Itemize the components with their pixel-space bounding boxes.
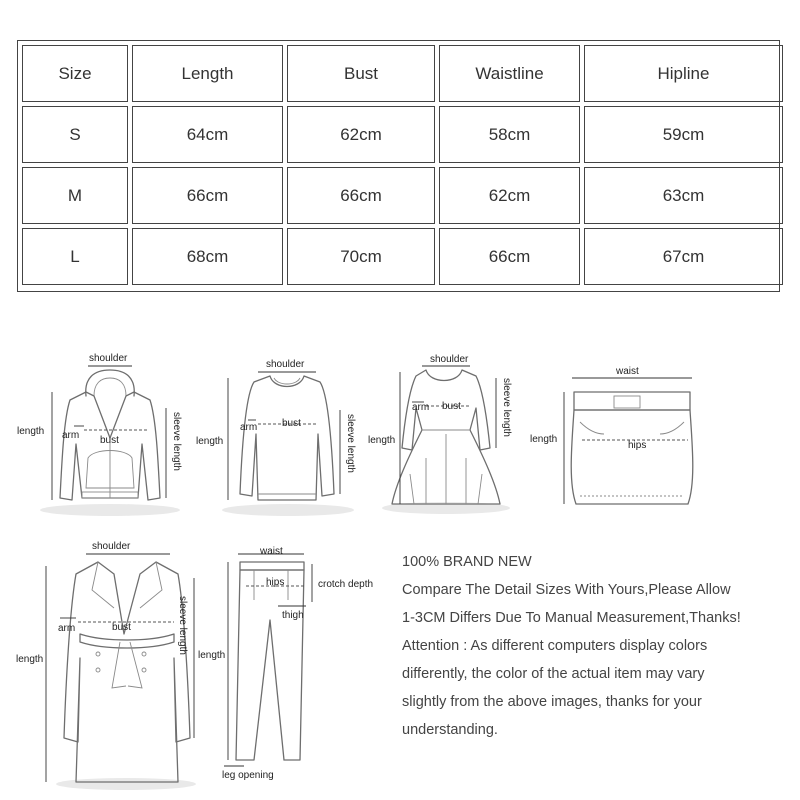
sweater-diagram — [192, 354, 372, 524]
sweater-label-sleeve: sleeve length — [345, 414, 356, 473]
coat-label-arm: arm — [58, 623, 76, 634]
coat-label-bust: bust — [112, 622, 131, 633]
hoodie-label-sleeve: sleeve length — [171, 412, 182, 471]
header-size: Size — [22, 45, 128, 102]
row-m-length: 66cm — [132, 167, 283, 224]
dress-label-length: length — [368, 435, 396, 446]
coat-lapel — [92, 562, 162, 608]
header-bust: Bust — [287, 45, 435, 102]
row-l-hipline: 67cm — [584, 228, 783, 285]
skirt-label-length: length — [530, 434, 558, 445]
row-m-waistline: 62cm — [439, 167, 580, 224]
sweater-body — [240, 376, 334, 500]
header-waistline: Waistline — [439, 45, 580, 102]
row-s-waistline: 58cm — [439, 106, 580, 163]
dress-label-shoulder: shoulder — [430, 354, 469, 365]
product-notes — [402, 548, 792, 744]
sweater-label-bust: bust — [282, 418, 301, 429]
pants-diagram — [196, 540, 386, 788]
hoodie-label-length: length — [17, 426, 45, 437]
note-brand: 100% BRAND NEW — [402, 554, 532, 570]
hoodie-diagram — [14, 348, 194, 523]
note-line-6: understanding. — [402, 722, 498, 738]
pants-label-crotch: crotch depth — [318, 579, 374, 590]
coat-label-shoulder: shoulder — [92, 541, 131, 552]
coat-label-sleeve: sleeve length — [177, 596, 188, 655]
coat-diagram — [14, 538, 204, 793]
dress-label-arm: arm — [412, 402, 430, 413]
pants-body — [236, 570, 304, 760]
row-m-bust: 66cm — [287, 167, 435, 224]
note-line-5: slightly from the above images, thanks for your — [402, 694, 702, 710]
skirt-waistband — [574, 392, 690, 410]
dress-label-bust: bust — [442, 401, 461, 412]
row-l-waistline: 66cm — [439, 228, 580, 285]
coat-body — [64, 562, 190, 782]
note-line-2: 1-3CM Differs Due To Manual Measurement,Thanks! — [402, 610, 741, 626]
row-m-hipline: 63cm — [584, 167, 783, 224]
pants-waistband — [240, 562, 304, 570]
pants-label-hips: hips — [266, 577, 285, 588]
hoodie-shadow — [40, 504, 180, 516]
coat-belt — [80, 634, 174, 648]
sweater-label-arm: arm — [240, 422, 258, 433]
row-m-size: M — [22, 167, 128, 224]
header-hipline: Hipline — [584, 45, 783, 102]
skirt-label-waist: waist — [616, 366, 639, 377]
pants-label-waist: waist — [260, 546, 283, 557]
row-s-length: 64cm — [132, 106, 283, 163]
size-chart-table — [17, 40, 780, 292]
sweater-label-length: length — [196, 436, 224, 447]
skirt-label-hips: hips — [628, 440, 647, 451]
row-l-size: L — [22, 228, 128, 285]
pants-label-length: length — [198, 650, 226, 661]
skirt-diagram — [528, 362, 708, 522]
row-l-bust: 70cm — [287, 228, 435, 285]
row-l-length: 68cm — [132, 228, 283, 285]
hoodie-label-arm: arm — [62, 430, 80, 441]
pants-label-leg-opening: leg opening — [222, 770, 274, 781]
dress-label-sleeve: sleeve length — [501, 378, 512, 437]
skirt-body — [571, 410, 693, 504]
hoodie-hood — [86, 370, 135, 396]
row-s-size: S — [22, 106, 128, 163]
header-length: Length — [132, 45, 283, 102]
sweater-label-shoulder: shoulder — [266, 359, 305, 370]
coat-label-length: length — [16, 654, 44, 665]
row-s-bust: 62cm — [287, 106, 435, 163]
row-s-hipline: 59cm — [584, 106, 783, 163]
note-line-4: differently, the color of the actual item may vary — [402, 666, 705, 682]
note-line-3: Attention : As different computers display colors — [402, 638, 708, 654]
dress-diagram — [366, 348, 526, 518]
hoodie-label-bust: bust — [100, 435, 119, 446]
note-line-1: Compare The Detail Sizes With Yours,Please Allow — [402, 582, 731, 598]
hoodie-label-shoulder: shoulder — [89, 353, 128, 364]
pants-label-thigh: thigh — [282, 610, 304, 621]
